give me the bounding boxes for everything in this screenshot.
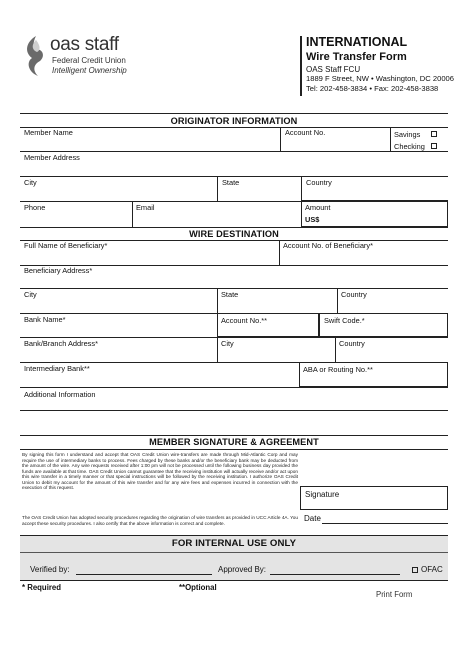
intermediary-bank-label: Intermediary Bank** bbox=[24, 364, 90, 373]
agreement-top-rule bbox=[20, 435, 448, 436]
wire-row4-rule bbox=[20, 337, 448, 338]
amount-label: Amount bbox=[305, 203, 331, 212]
savings-checkbox[interactable] bbox=[431, 131, 437, 137]
approved-by-label: Approved By: bbox=[218, 565, 267, 574]
verified-by-label: Verified by: bbox=[30, 565, 70, 574]
beneficiary-account-label: Account No. of Beneficiary* bbox=[283, 241, 373, 250]
org-name: OAS Staff FCU bbox=[306, 65, 361, 74]
aba-routing-label: ABA or Routing No.** bbox=[303, 365, 373, 374]
internal-heading-rule bbox=[20, 552, 448, 553]
header-divider bbox=[300, 36, 302, 96]
org-address: 1889 F Street, NW • Washington, DC 20006 bbox=[306, 74, 454, 83]
approved-by-line[interactable] bbox=[270, 574, 400, 575]
currency-label: US$ bbox=[305, 215, 320, 224]
swift-code-label: Swift Code.* bbox=[324, 316, 365, 325]
brand-name: oas staff bbox=[50, 34, 119, 55]
form-title-wire: Wire Transfer Form bbox=[306, 51, 407, 63]
bank-country-label: Country bbox=[339, 339, 365, 348]
wire-state-label: State bbox=[221, 290, 239, 299]
city-state-divider bbox=[217, 176, 218, 201]
beneficiary-address-label: Beneficiary Address* bbox=[24, 266, 93, 275]
state-label: State bbox=[222, 178, 240, 187]
city-label: City bbox=[24, 178, 37, 187]
agreement-paragraph: By signing this form I understand and accept that OAS Credit Union wire-transfers are made through Mid-Atlantic Corp and may require the use of intermediary banks to process. Fees charged by these banks and/or the beneficiary bank may be deducted from the amount of the wire. Any wire requests received after 1:00 pm will not be processed until the following business day provided the funds are available at that time. OAS Credit Union cannot guarantee that the receiving institution will actually receive and/or act upon this wire transfer in a timely manner or that special instructions will be followed by the receiving institution. I authorize OAS Credit Union to debit my account for the amount of this wire transfer and for any wire fees and expenses incurred in connection with the execution of this request. bbox=[22, 452, 298, 491]
originator-heading: ORIGINATOR INFORMATION bbox=[170, 116, 298, 126]
signature-field[interactable] bbox=[300, 486, 448, 510]
swirl-logo-icon bbox=[22, 34, 48, 78]
internal-heading: FOR INTERNAL USE ONLY bbox=[171, 538, 297, 549]
bank-account-label: Account No.** bbox=[221, 316, 268, 325]
account-no-label: Account No. bbox=[285, 128, 326, 137]
verified-by-line[interactable] bbox=[76, 574, 212, 575]
member-name-label: Member Name bbox=[24, 128, 73, 137]
wire-row7-rule bbox=[20, 410, 448, 411]
wire-city-state-divider bbox=[217, 288, 218, 313]
bank-address-label: Bank/Branch Address* bbox=[24, 339, 98, 348]
bank-city-label: City bbox=[221, 339, 234, 348]
originator-top-rule bbox=[20, 113, 448, 114]
ofac-checkbox[interactable] bbox=[412, 567, 418, 573]
signature-label: Signature bbox=[305, 490, 340, 499]
date-label: Date bbox=[304, 514, 321, 523]
brand-subtitle: Federal Credit Union bbox=[52, 56, 126, 65]
checking-checkbox[interactable] bbox=[431, 143, 437, 149]
phone-label: Phone bbox=[24, 203, 46, 212]
aba-routing-field[interactable] bbox=[299, 362, 448, 387]
bank-address-city-divider bbox=[217, 337, 218, 362]
date-underline bbox=[322, 523, 448, 524]
swift-code-field[interactable] bbox=[319, 313, 448, 337]
agreement-heading-rule bbox=[20, 449, 448, 450]
phone-email-divider bbox=[132, 201, 133, 227]
required-note: * Required bbox=[22, 583, 61, 592]
wire-country-label: Country bbox=[341, 290, 367, 299]
print-form-button[interactable]: Print Form bbox=[376, 590, 413, 599]
optional-note: **Optional bbox=[179, 583, 217, 592]
agreement-heading: MEMBER SIGNATURE & AGREEMENT bbox=[149, 437, 319, 447]
bank-city-country-divider bbox=[335, 337, 336, 362]
oas-logo bbox=[22, 34, 162, 82]
email-label: Email bbox=[136, 203, 155, 212]
wire-row6-rule bbox=[20, 387, 448, 388]
brand-tagline: Intelligent Ownership bbox=[52, 66, 127, 75]
additional-info-label: Additional Information bbox=[24, 390, 96, 399]
wire-row2-rule bbox=[20, 288, 448, 289]
security-paragraph: The OAS Credit Union has adopted security procedures regarding the origination of wire transfers as provided in UCC Article 4A. You accept these security procedures. I also certify that the above information is correct and complete. bbox=[22, 515, 298, 526]
bank-account-field[interactable] bbox=[217, 313, 319, 337]
savings-label: Savings bbox=[394, 130, 421, 139]
bank-name-label: Bank Name* bbox=[24, 315, 66, 324]
originator-row1-divider bbox=[280, 127, 281, 151]
originator-heading-rule bbox=[20, 127, 448, 128]
form-title-international: INTERNATIONAL bbox=[306, 35, 408, 49]
wire-heading: WIRE DESTINATION bbox=[189, 229, 279, 239]
wire-city-label: City bbox=[24, 290, 37, 299]
originator-row1-rule bbox=[20, 151, 448, 152]
amount-field[interactable] bbox=[301, 200, 448, 227]
beneficiary-name-label: Full Name of Beneficiary* bbox=[24, 241, 108, 250]
originator-row2-rule bbox=[20, 176, 448, 177]
org-contact: Tel: 202-458-3834 • Fax: 202-458-3838 bbox=[306, 84, 439, 93]
ofac-label: OFAC bbox=[421, 565, 443, 574]
originator-row1-divider2 bbox=[390, 127, 391, 151]
member-address-label: Member Address bbox=[24, 153, 80, 162]
wire-state-country-divider bbox=[337, 288, 338, 313]
state-country-divider bbox=[301, 176, 302, 201]
wire-top-rule bbox=[20, 227, 448, 228]
country-label: Country bbox=[306, 178, 332, 187]
checking-label: Checking bbox=[394, 142, 425, 151]
wire-row1-divider bbox=[279, 240, 280, 265]
